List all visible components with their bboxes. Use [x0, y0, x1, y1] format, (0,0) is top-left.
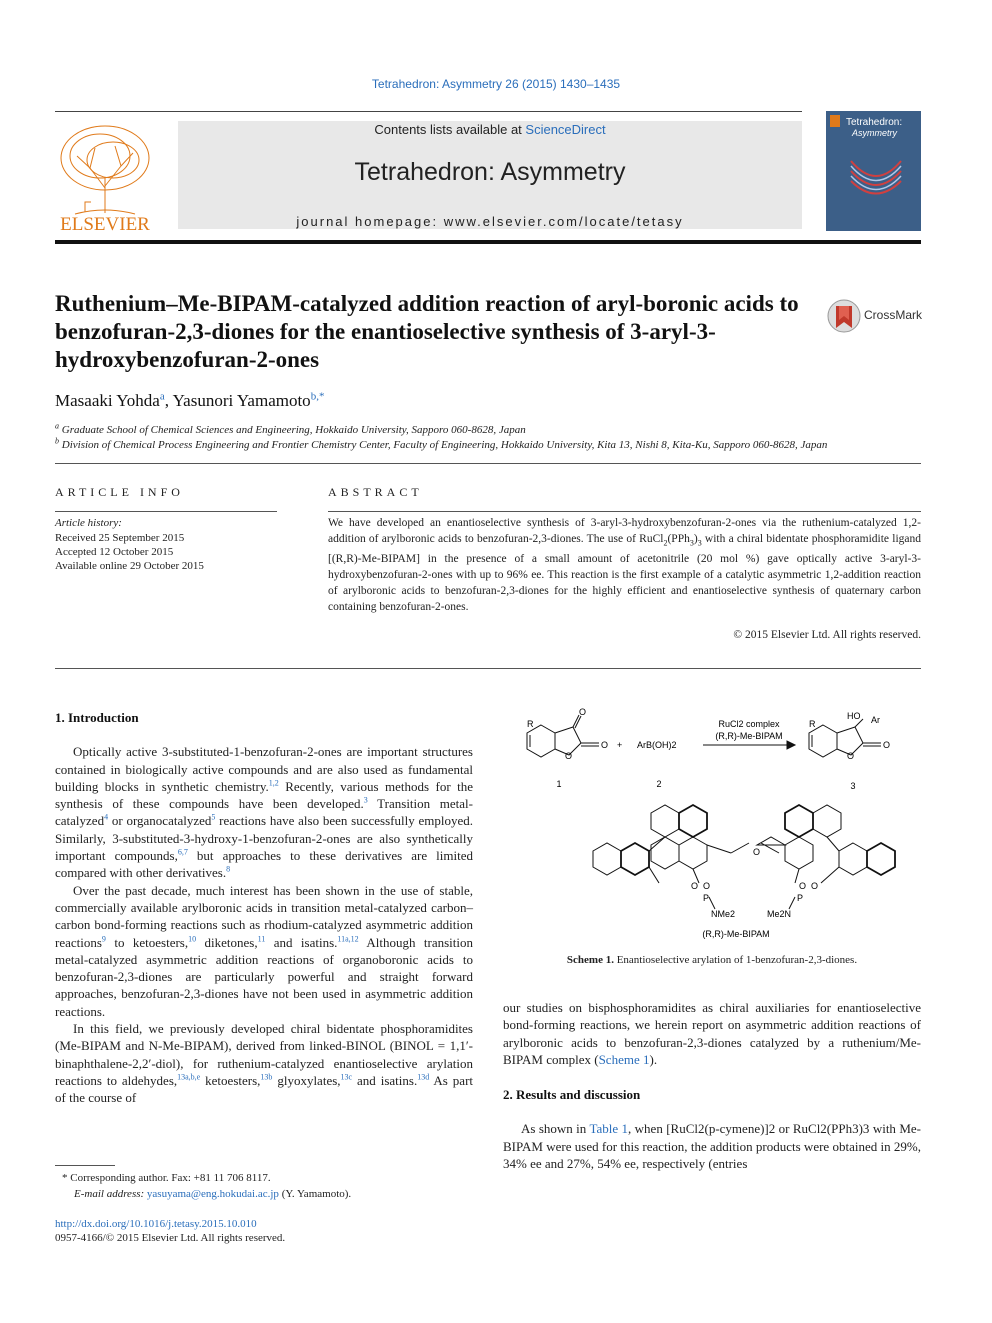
paragraph-text: or organocatalyzed — [108, 813, 212, 829]
paragraph-text: ketoesters, — [200, 1072, 261, 1088]
cover-subtitle: Asymmetry — [852, 128, 897, 138]
r-group-label: R — [527, 719, 534, 729]
journal-citation[interactable]: Tetrahedron: Asymmetry 26 (2015) 1430–1435 — [371, 77, 621, 91]
received-date: Received 25 September 2015 — [55, 532, 185, 544]
scheme-1-figure — [503, 703, 921, 948]
paragraph-text: diketones, — [196, 934, 258, 950]
reference-link[interactable]: 13b — [260, 1072, 273, 1082]
email-owner: (Y. Yamamoto). — [278, 1188, 352, 1200]
abstract-text: with a chiral bidentate phosphoramidite ligand [(R,R)-Me-BIPAM] in the presence of a small amount of acetonitrile (20 mol %) gave optically active 3-aryl-3-hydroxybenzofuran-2-ones with up to 96% ee. This reaction is the first example of a catalytic asymmetric 1,2-addition reaction of arylboronic acids to benzofuran-2,3-diones for the highly efficient and enantioselective synthesis of quaternary carbon containing benzofuran-2-ones. — [328, 533, 921, 614]
paragraph-text: to ketoesters, — [105, 934, 189, 950]
history-label: Article history: — [55, 517, 122, 529]
reagent-label: ArB(OH)2 — [637, 740, 677, 750]
elsevier-logo[interactable] — [55, 118, 155, 233]
header-thick-divider — [55, 240, 921, 244]
abstract-bottom-divider — [55, 668, 921, 669]
paragraph-text: and isatins. — [352, 1072, 418, 1088]
right-column — [503, 999, 921, 1172]
crossmark-badge[interactable] — [826, 296, 926, 336]
reference-link[interactable]: 13d — [417, 1072, 430, 1082]
elsevier-tree-icon — [55, 118, 155, 233]
oxygen-label: O — [753, 847, 761, 857]
reference-link[interactable]: 11a,12 — [337, 934, 359, 944]
email-note — [74, 1186, 351, 1202]
formula-subscript: 2 — [663, 538, 668, 548]
left-column — [55, 709, 473, 1107]
reference-link[interactable]: 6,7 — [177, 847, 188, 857]
contents-prefix: Contents lists available at — [374, 122, 526, 137]
dimethylamino-label: NMe2 — [711, 909, 736, 919]
reference-link[interactable]: 13c — [340, 1072, 353, 1082]
reference-link[interactable]: 1,2 — [268, 778, 279, 788]
doi-text[interactable]: http://dx.doi.org/10.1016/j.tetasy.2015.10.010 — [55, 1218, 257, 1230]
reference-link[interactable]: 10 — [188, 934, 197, 944]
paragraph-text: but approaches to these derivatives are limited compared with other derivatives. — [55, 848, 473, 881]
reference-link[interactable]: 3 — [363, 795, 368, 805]
corresponding-author-note: * Corresponding author. Fax: +81 11 706 8117. — [62, 1172, 271, 1184]
issn-line: 0957-4166/© 2015 Elsevier Ltd. All rights reserved. — [55, 1232, 286, 1244]
ligand-condition-label: (R,R)-Me-BIPAM — [715, 731, 783, 741]
scheme-1-caption — [503, 954, 921, 966]
plus-sign: + — [617, 740, 623, 750]
oxygen-label: O — [579, 707, 587, 717]
oxygen-label: O — [601, 740, 609, 750]
phosphorus-label: P — [797, 893, 804, 903]
paragraph-text: Recently, various methods for the synthesis of these compounds have been developed. — [55, 778, 473, 812]
scheme-1-drawing — [503, 703, 921, 948]
homepage-line — [178, 214, 802, 229]
crossmark-label: CrossMark — [864, 308, 923, 322]
paragraph-text: and isatins. — [265, 934, 338, 950]
formula-part: RuCl — [639, 533, 664, 545]
homepage-link[interactable]: www.elsevier.com/locate/tetasy — [443, 214, 684, 229]
reference-link[interactable]: 13a,b,e — [177, 1072, 201, 1082]
author-name: Masaaki Yohda — [55, 391, 160, 410]
abstract-text: We have developed an enantioselective synthesis of 3-aryl-3-hydroxybenzofuran-2-ones via the ruthenium-catalyzed 1,2-addition of arylboronic acids to benzofuran-2,3-diones. The use of — [328, 517, 921, 545]
paragraph-text: Optically active 3-substituted-1-benzofuran-2-ones are important structures contained in biologically active compounds and are also used as fundamental building blocks in synthetic chemistry. — [55, 744, 473, 794]
author-affiliation-marker[interactable]: a — [159, 390, 165, 403]
benzene-ring-1 — [527, 725, 555, 757]
cover-logo-icon — [830, 115, 840, 127]
section-heading-results: 2. Results and discussion — [503, 1087, 641, 1103]
formula-subscript: 3 — [689, 538, 694, 548]
paragraph-text: , when [RuCl2(p-cymene)]2 or RuCl2(PPh3)3 with Me-BIPAM were used for this reaction, the addition products were obtained in 29%, 34% ee and 27%, 54% ee, respectively (entries — [503, 1121, 921, 1172]
paragraph-text: our studies on bisphosphoramidites as chiral auxiliaries for enantioselective bond-forming reactions, we herein report on asymmetric addition reactions of arylboronic acids to benzofuran-2,3-diones catalyzed by a ruthenium/Me-BIPAM complex ( — [503, 1000, 921, 1067]
sciencedirect-link[interactable]: ScienceDirect — [525, 122, 606, 137]
affiliation-a: $^a$ Graduate School of Chemical Sciences and Engineering, Hokkaido University, Sapporo 060-8628, Japan — [55, 421, 526, 436]
reference-link[interactable]: 8 — [226, 865, 231, 875]
article-title: Ruthenium–Me-BIPAM-catalyzed addition reaction of aryl-boronic acids to benzofuran-2,3-diones for the enantioselective synthesis of 3-aryl-3-hydroxybenzofuran-2-ones — [55, 291, 799, 372]
compound-number: 3 — [850, 781, 856, 791]
intro-paragraph-4 — [503, 999, 921, 1068]
accepted-date: Accepted 12 October 2015 — [55, 546, 174, 558]
paragraph-text: As part of the course of — [55, 1072, 474, 1106]
oxygen-label: O — [799, 881, 807, 891]
scheme-1-link[interactable]: Scheme 1 — [598, 1051, 650, 1067]
intro-paragraph-2 — [55, 882, 473, 1020]
oxygen-label: O — [883, 740, 891, 750]
formula-part: ) — [693, 533, 698, 545]
table-1-link[interactable]: Table 1 — [589, 1121, 629, 1137]
article-info-heading: ARTICLE INFO — [55, 485, 184, 499]
dimethylamino-label: Me2N — [767, 909, 792, 919]
paragraph-text: As shown in — [521, 1121, 590, 1137]
reference-link[interactable]: 4 — [104, 813, 109, 823]
paragraph-text: Although transition metal-catalyzed asymmetric addition reactions of organoboronic acids to benzofuran-2,3-diones are particularly powerful and straight forward approaches, benzofuran-2,3-diones have not been used in asymmetric addition reactions. — [55, 934, 474, 1019]
email-label: E-mail address: — [74, 1188, 147, 1200]
oxygen-label: O — [847, 751, 855, 761]
hydroxyl-label: HO — [847, 711, 861, 721]
paragraph-text: ). — [649, 1051, 658, 1067]
intro-paragraph-3 — [55, 1020, 473, 1106]
svg-text:ELSEVIER: ELSEVIER — [60, 214, 150, 233]
reference-link[interactable]: 11 — [257, 934, 266, 944]
section-heading-introduction: 1. Introduction — [55, 710, 139, 725]
journal-title: Tetrahedron: Asymmetry — [354, 158, 626, 186]
author-affiliation-marker[interactable]: b,* — [310, 390, 325, 403]
footnote-divider — [55, 1165, 115, 1166]
journal-cover[interactable] — [826, 111, 921, 231]
oxygen-label: O — [703, 881, 711, 891]
abstract-copyright: © 2015 Elsevier Ltd. All rights reserved. — [733, 629, 921, 641]
homepage-prefix: journal homepage: — [296, 214, 444, 229]
oxygen-label: O — [565, 751, 573, 761]
r-group-label: R — [809, 719, 816, 729]
abstract-body — [328, 515, 921, 615]
catalyst-label: RuCl2 complex — [718, 719, 780, 729]
paragraph-text: Over the past decade, much interest has been shown in the use of stable, commercially available arylboronic acids in transition metal-catalyzed carbon–carbon bond-forming reactions such as rhodium-catalyzed asymmetric addition reactions — [55, 882, 473, 950]
authors-line: Masaaki Yohda$^a$, Yasunori Yamamoto$^{b,*}$ — [55, 390, 325, 410]
paragraph-text: reactions have also been successfully employed. Similarly, 3-substituted-3-hydroxy-1-benzofuran-2-ones are also synthetically important compounds, — [55, 813, 473, 864]
article-info-divider — [55, 511, 277, 512]
compound-number: 2 — [656, 779, 662, 789]
phosphorus-label: P — [703, 893, 710, 903]
oxygen-label: O — [811, 881, 819, 891]
crossmark-icon — [826, 298, 862, 334]
oxygen-label: O — [691, 881, 699, 891]
cover-title: Tetrahedron: — [846, 117, 903, 128]
paragraph-text: glyoxylates, — [272, 1072, 341, 1088]
caption-label: Scheme 1. — [566, 954, 614, 966]
paragraph-text: Transition metal-catalyzed — [55, 796, 473, 829]
abstract-divider — [328, 511, 921, 512]
formula-subscript: 3 — [697, 538, 702, 548]
online-date: Available online 29 October 2015 — [55, 560, 204, 572]
ligand-name-label: (R,R)-Me-BIPAM — [702, 929, 770, 939]
caption-text: Enantioselective arylation of 1-benzofuran-2,3-diones. — [613, 954, 858, 966]
abstract-heading: ABSTRACT — [328, 485, 423, 499]
formula-part: (PPh — [667, 533, 690, 545]
email-link[interactable]: yasuyama@eng.hokudai.ac.jp — [146, 1188, 279, 1200]
banner-divider — [55, 111, 802, 112]
affiliation-b: $^b$ Division of Chemical Process Engineering and Frontier Chemistry Center, Faculty of Engineering, Hokkaido University, Kita 13, Nishi 8, Kita-Ku, Sapporo 060-8628, Japan — [55, 436, 828, 451]
benzene-ring-3 — [809, 725, 837, 757]
naphthyl-ring — [679, 805, 707, 837]
results-paragraph-1 — [503, 1120, 921, 1172]
aryl-label: Ar — [871, 715, 880, 725]
contents-line — [178, 122, 802, 137]
reference-link[interactable]: 9 — [101, 934, 106, 944]
intro-paragraph-1 — [55, 743, 473, 881]
reference-link[interactable]: 5 — [211, 813, 216, 823]
affiliation-text: Division of Chemical Process Engineering and Frontier Chemistry Center, Faculty of Engineering, Hokkaido University, Kita 13, Nishi 8, Kita-Ku, Sapporo 060-8628, Japan — [61, 439, 828, 451]
cover-graphic-icon — [846, 151, 906, 211]
affiliation-divider — [55, 463, 921, 464]
compound-number: 1 — [556, 779, 562, 789]
author-name: Yasunori Yamamoto — [172, 391, 311, 410]
paragraph-text: In this field, we previously developed chiral bidentate phosphoramidites (Me-BIPAM and N-Me-BIPAM), derived from linked-BINOL (BINOL = 1,1′-binaphthalene-2,2′-diol), for ruthenium-catalyzed enantioselective arylation reactions to aldehydes, — [55, 1021, 473, 1088]
affiliation-text: Graduate School of Chemical Sciences and Engineering, Hokkaido University, Sapporo 060-8628, Japan — [61, 424, 526, 436]
